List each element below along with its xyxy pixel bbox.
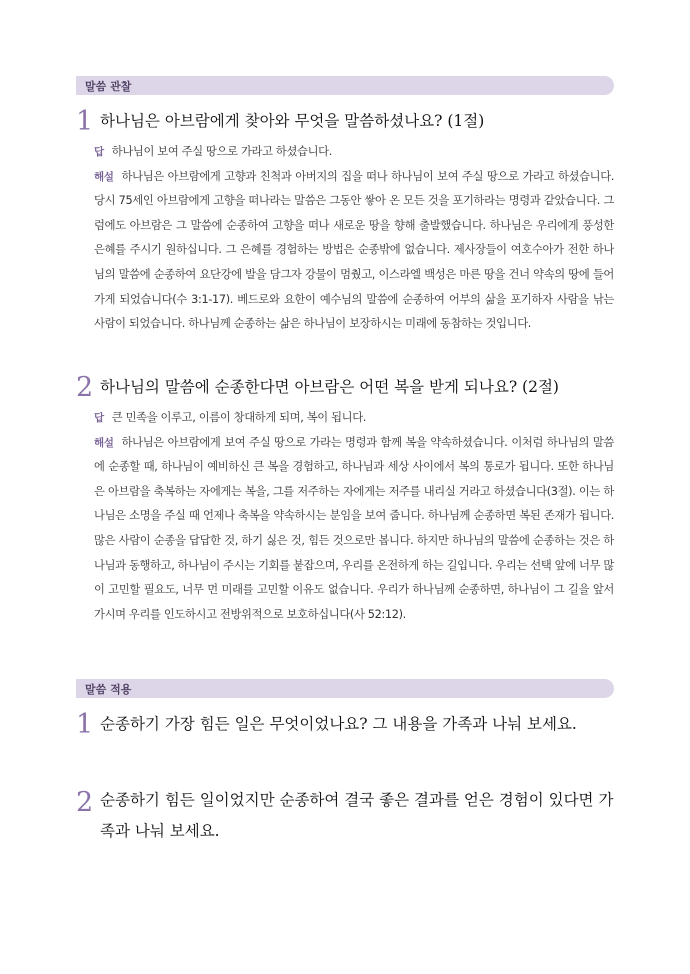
- question-number: 1: [76, 709, 94, 740]
- answer-text: 하나님이 보여 주실 땅으로 가라고 하셨습니다.: [111, 145, 332, 158]
- section-bar-observation: [76, 76, 614, 95]
- answer-text: 큰 민족을 이루고, 이름이 창대하게 되며, 복이 됩니다.: [111, 411, 367, 424]
- section-label: 말씀 적용: [85, 683, 132, 696]
- answer-block-2: [94, 406, 614, 627]
- explain-paragraph: [94, 431, 614, 628]
- question-text: 하나님의 말씀에 순종한다면 아브람은 어떤 복을 받게 되나요? (2절): [100, 378, 559, 396]
- section-label: 말씀 관찰: [85, 80, 132, 93]
- question-text: 하나님은 아브람에게 찾아와 무엇을 말씀하셨나요? (1절): [100, 112, 485, 130]
- question-number: 2: [76, 787, 94, 818]
- explain-tag: 해설: [94, 170, 114, 183]
- answer-line: [94, 140, 614, 165]
- question-text: 순종하기 가장 힘든 일은 무엇이었나요? 그 내용을 가족과 나눠 보세요.: [100, 715, 577, 733]
- question-number: 2: [76, 372, 94, 403]
- explain-tag: 해설: [94, 436, 114, 449]
- explain-text: 하나님은 아브람에게 고향과 친척과 아버지의 집을 떠나 하나님이 보여 주실 땅으로 가라고 하셨습니다. 당시 75세인 아브람에게 고향을 떠나라는 말씀은 그동안 쌓아 온 모든 것을 포기하라는 명령과 같았습니다. 그럼에도 아브람은 그 말씀에 순종하여 고향을 떠나 새로운 땅을 향해 출발했습니다. 하나님은 우리에게 풍성한 은혜를 주시기 원하십니다. 그 은혜를 경험하는 방법은 순종밖에 없습니다. 제사장들이 여호수아가 전한 하나님의 말씀에 순종하여 요단강에 발을 담그자 강물이 멈췄고, 이스라엘 백성은 마른 땅을 건너 약속의 땅에 들어가게 되었습니다(수 3:1-17). 베드로와 요한이 예수님의 말씀에 순종하여 어부의 삶을 포기하자 사람을 낚는 사람이 되었습니다. 하나님께 순종하는 삶은 하나님이 보장하시는 미래에 동참하는 것입니다.: [94, 169, 614, 331]
- question-text: 순종하기 힘든 일이었지만 순종하여 결국 좋은 결과를 얻은 경험이 있다면 가족과 나눠 보세요.: [100, 791, 614, 840]
- question-number: 1: [76, 106, 94, 137]
- answer-line: [94, 406, 614, 431]
- explain-paragraph: [94, 165, 614, 337]
- answer-tag: 답: [94, 412, 104, 424]
- answer-tag: 답: [94, 146, 104, 158]
- section-bar-application: [76, 679, 614, 698]
- answer-block-1: [94, 140, 614, 337]
- explain-text: 하나님은 아브람에게 보여 주실 땅으로 가라는 명령과 함께 복을 약속하셨습니다. 이처럼 하나님의 말씀에 순종할 때, 하나님이 예비하신 큰 복을 경험하고, 하나님과 세상 사이에서 복의 통로가 됩니다. 또한 하나님은 아브람을 축복하는 자에게는 복을, 그를 저주하는 자에게는 저주를 내리실 거라고 하셨습니다(3절). 이는 하나님은 소명을 주실 때 언제나 축복을 약속하시는 분임을 보여 줍니다. 하나님께 순종하면 복된 존재가 됩니다. 많은 사람이 순종을 답답한 것, 하기 싫은 것, 힘든 것으로만 봅니다. 하지만 하나님의 말씀에 순종하는 것은 하나님과 동행하고, 하나님이 주시는 기회를 붙잡으며, 우리를 온전하게 하는 길입니다. 우리는 선택 앞에 너무 많이 고민할 필요도, 너무 먼 미래를 고민할 이유도 없습니다. 우리가 하나님께 순종하면, 하나님이 그 길을 앞서 가시며 우리를 인도하시고 전방위적으로 보호하십니다(사 52:12).: [94, 435, 614, 621]
